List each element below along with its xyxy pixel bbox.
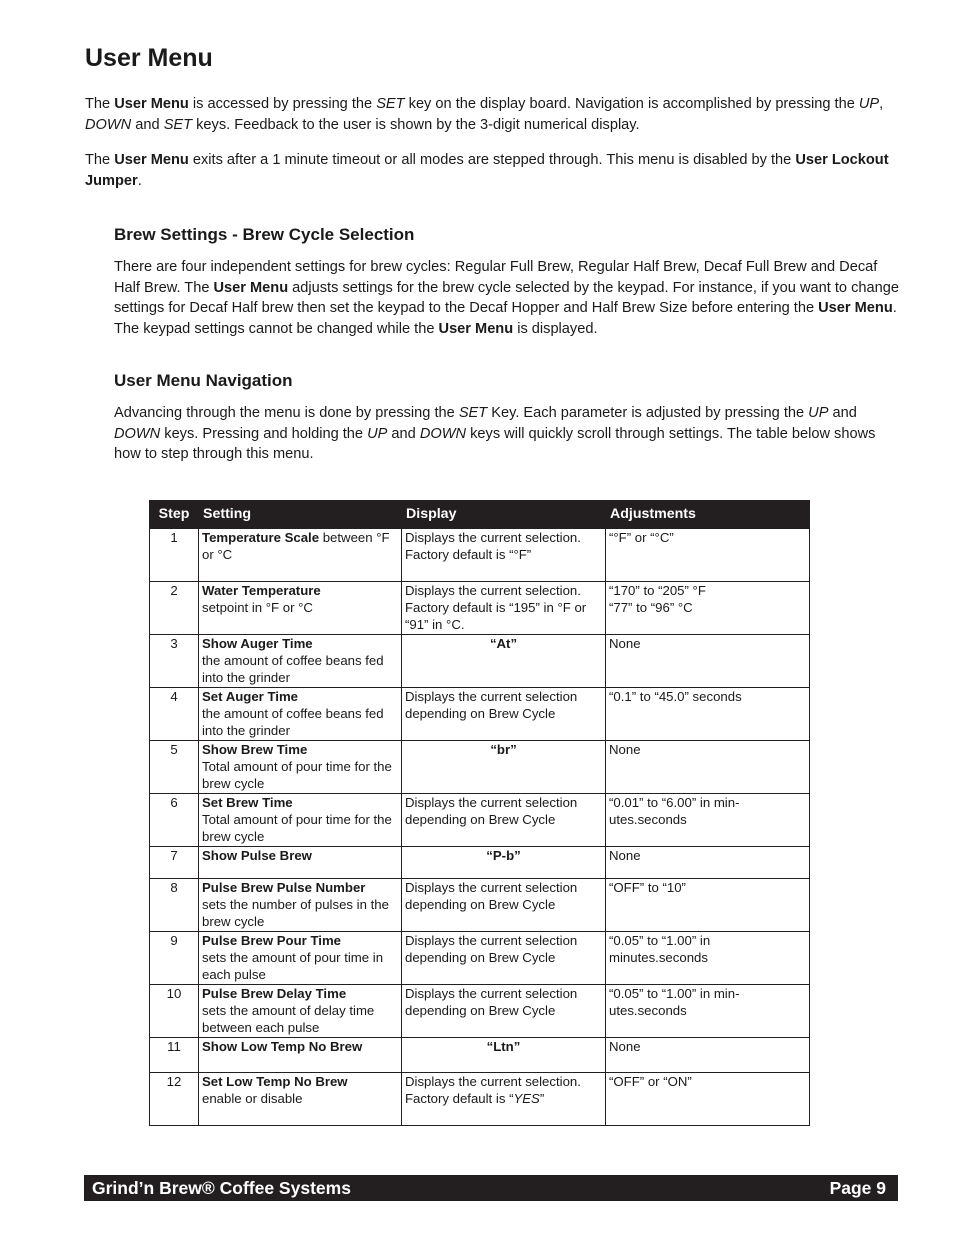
display-cell: Displays the current selection. Factory default is “°F” (402, 529, 606, 582)
setting-cell: Pulse Brew Delay Time sets the amount of delay time between each pulse (199, 985, 402, 1038)
step-cell: 4 (150, 688, 199, 741)
table-row (150, 1038, 810, 1073)
step-cell: 10 (150, 985, 199, 1038)
adjustments-cell: None (606, 1038, 810, 1073)
table-row (150, 932, 810, 985)
step-cell: 2 (150, 582, 199, 635)
intro-paragraph-timeout: The User Menu exits after a 1 minute timeout or all modes are stepped through. This menu is disabled by the User Lockout Jumper. (85, 152, 889, 189)
table-row (150, 582, 810, 635)
page-title: User Menu (85, 44, 213, 72)
adjustments-cell: “OFF” or “ON” (606, 1073, 810, 1126)
menu-navigation-paragraph: Advancing through the menu is done by pressing the SET Key. Each parameter is adjusted by pressing the UP and DOWN keys. Pressing and holding the UP and DOWN keys will quickly scroll through settings. The table below shows how to step through this menu. (114, 405, 876, 463)
display-cell: Displays the current selection depending on Brew Cycle (402, 794, 606, 847)
menu-navigation-heading: User Menu Navigation (114, 371, 293, 390)
table-row (150, 794, 810, 847)
display-cell: Displays the current selection. Factory default is “YES” (402, 1073, 606, 1126)
setting-cell: Set Auger Time the amount of coffee beans fed into the grinder (199, 688, 402, 741)
setting-cell: Temperature Scale between °F or °C (199, 529, 402, 582)
adjustments-cell: “0.01” to “6.00” in min-utes.seconds (606, 794, 810, 847)
adjustments-cell: “0.05” to “1.00” in min-utes.seconds (606, 985, 810, 1038)
step-cell: 6 (150, 794, 199, 847)
user-menu-table (149, 500, 810, 1126)
step-cell: 11 (150, 1038, 199, 1073)
column-header-setting: Setting (199, 501, 402, 529)
footer-bar (84, 1175, 898, 1201)
setting-cell: Pulse Brew Pour Time sets the amount of pour time in each pulse (199, 932, 402, 985)
table-row (150, 879, 810, 932)
page-number: Page 9 (829, 1178, 886, 1198)
setting-cell: Show Auger Time the amount of coffee beans fed into the grinder (199, 635, 402, 688)
column-header-step: Step (150, 501, 199, 529)
table-row (150, 1073, 810, 1126)
adjustments-cell: “170” to “205” °F “77” to “96” °C (606, 582, 810, 635)
display-cell: Displays the current selection depending on Brew Cycle (402, 688, 606, 741)
setting-cell: Set Brew Time Total amount of pour time for the brew cycle (199, 794, 402, 847)
display-cell: Displays the current selection depending on Brew Cycle (402, 879, 606, 932)
column-header-adjustments: Adjustments (606, 501, 810, 529)
table-row (150, 529, 810, 582)
table-row (150, 688, 810, 741)
step-cell: 12 (150, 1073, 199, 1126)
adjustments-cell: “0.1” to “45.0” seconds (606, 688, 810, 741)
setting-cell: Pulse Brew Pulse Number sets the number of pulses in the brew cycle (199, 879, 402, 932)
setting-cell: Set Low Temp No Brew enable or disable (199, 1073, 402, 1126)
display-cell: “At” (402, 635, 606, 688)
adjustments-cell: None (606, 741, 810, 794)
brew-settings-paragraph: There are four independent settings for brew cycles: Regular Full Brew, Regular Half Brew, Decaf Full Brew and Decaf Half Brew. The User Menu adjusts settings for the brew cycle selected by the keypad. For instance, if you want to change settings for Decaf Half brew then set the keypad to the Decaf Hopper and Half Brew Size before entering the User Menu. The keypad settings cannot be changed while the User Menu is displayed. (114, 259, 899, 338)
display-cell: Displays the current selection. Factory default is “195” in °F or “91” in °C. (402, 582, 606, 635)
adjustments-cell: “OFF” to “10” (606, 879, 810, 932)
setting-cell: Show Brew Time Total amount of pour time for the brew cycle (199, 741, 402, 794)
step-cell: 7 (150, 847, 199, 879)
adjustments-cell: None (606, 847, 810, 879)
table-row (150, 741, 810, 794)
table-row (150, 635, 810, 688)
setting-cell: Show Low Temp No Brew (199, 1038, 402, 1073)
table-row (150, 847, 810, 879)
column-header-display: Display (402, 501, 606, 529)
display-cell: “br” (402, 741, 606, 794)
adjustments-cell: None (606, 635, 810, 688)
setting-cell: Water Temperature setpoint in °F or °C (199, 582, 402, 635)
adjustments-cell: “°F” or “°C” (606, 529, 810, 582)
table-header-row (150, 501, 810, 529)
display-cell: Displays the current selection depending on Brew Cycle (402, 932, 606, 985)
step-cell: 3 (150, 635, 199, 688)
step-cell: 9 (150, 932, 199, 985)
step-cell: 5 (150, 741, 199, 794)
step-cell: 1 (150, 529, 199, 582)
brew-settings-heading: Brew Settings - Brew Cycle Selection (114, 225, 415, 244)
setting-cell: Show Pulse Brew (199, 847, 402, 879)
display-cell: “Ltn” (402, 1038, 606, 1073)
table-row (150, 985, 810, 1038)
adjustments-cell: “0.05” to “1.00” in minutes.seconds (606, 932, 810, 985)
display-cell: Displays the current selection depending on Brew Cycle (402, 985, 606, 1038)
step-cell: 8 (150, 879, 199, 932)
footer-brand: Grind’n Brew® Coffee Systems (92, 1178, 351, 1198)
display-cell: “P-b” (402, 847, 606, 879)
intro-paragraph-access: The User Menu is accessed by pressing the SET key on the display board. Navigation is accomplished by pressing the UP, DOWN and SET keys. Feedback to the user is shown by the 3-digit numerical display. (85, 96, 884, 133)
